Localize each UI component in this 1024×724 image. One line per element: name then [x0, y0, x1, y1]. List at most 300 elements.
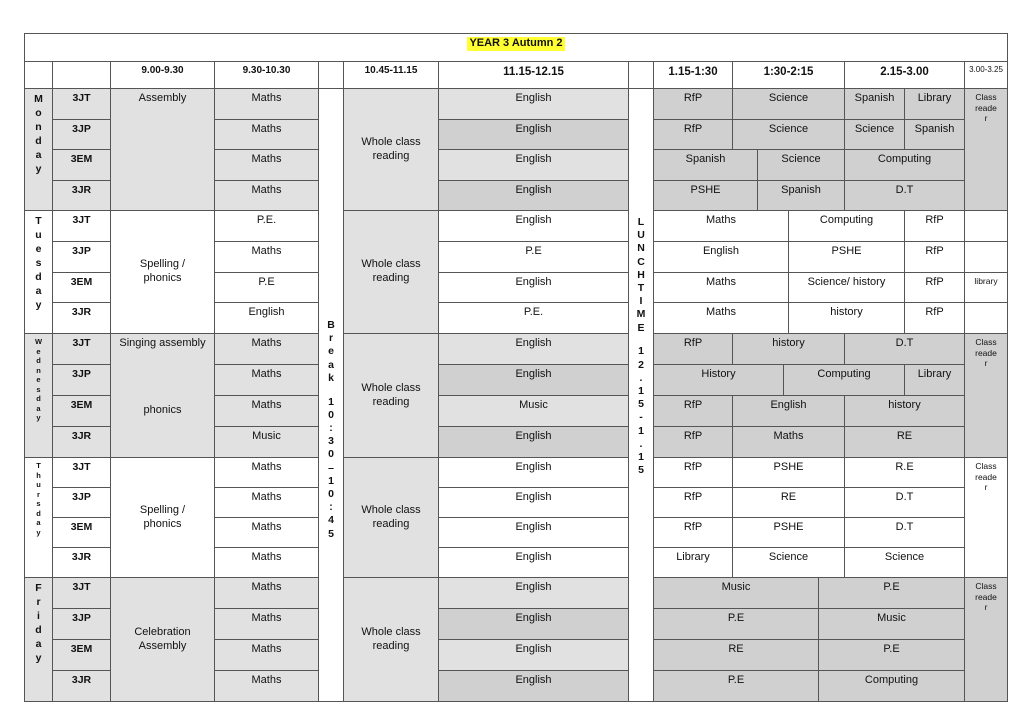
vertical-letter: 0 [328, 487, 334, 500]
lesson-afternoon [904, 119, 965, 150]
class-reader-text: Class reader [975, 92, 997, 123]
lesson-afternoon [844, 517, 965, 548]
lesson-p2-text: Maths [251, 551, 282, 563]
lesson-afternoon [732, 487, 845, 518]
lesson-p4-text: English [515, 581, 552, 593]
class-3em-text: 3EM [70, 399, 93, 411]
lesson-p4 [438, 670, 629, 702]
class-3jp-text: 3JP [72, 491, 91, 503]
class-3em [52, 395, 111, 427]
lesson-afternoon-text: RE [896, 430, 913, 442]
class-3em [52, 639, 111, 671]
first-period [110, 457, 215, 578]
vertical-letter: T [36, 461, 41, 470]
vertical-letter: 0 [328, 448, 334, 461]
vertical-letter: a [36, 403, 41, 413]
lesson-afternoon [653, 180, 758, 211]
lesson-afternoon [783, 364, 905, 396]
class-3em [52, 272, 111, 303]
lesson-afternoon [904, 302, 965, 334]
lesson-afternoon-text: Library [917, 368, 952, 380]
vertical-letter: a [35, 149, 42, 161]
vertical-letter: n [36, 365, 41, 375]
vertical-letter: 5 [638, 398, 644, 411]
class-3jt-text: 3JT [72, 461, 91, 473]
lesson-p2-text: Maths [251, 184, 282, 196]
day-label-fri [24, 577, 53, 702]
lesson-afternoon-text: RE [728, 643, 744, 655]
lesson-afternoon [653, 88, 733, 120]
lesson-afternoon-text: English [770, 399, 807, 411]
class-3em-text: 3EM [70, 153, 93, 165]
class-3em-text: 3EM [70, 521, 93, 533]
vertical-letter: r [328, 332, 334, 345]
lesson-p2-text: Maths [251, 123, 282, 135]
lesson-afternoon [844, 333, 965, 365]
class-reader [964, 333, 1008, 458]
vertical-letter: a [35, 285, 42, 297]
lesson-afternoon-text: Science/ history [807, 276, 886, 288]
day-label-thu [24, 457, 53, 578]
lesson-afternoon-text: PSHE [773, 521, 804, 533]
lesson-p2 [214, 517, 319, 548]
lesson-afternoon [904, 210, 965, 242]
lesson-afternoon-text: P.E [727, 612, 745, 624]
lesson-p2-text: Maths [251, 521, 282, 533]
vertical-letter: d [36, 394, 41, 403]
lesson-afternoon-text: Science [781, 153, 821, 165]
lesson-afternoon [653, 670, 819, 702]
whole-class-reading-text: Whole class reading [361, 503, 421, 530]
lesson-afternoon [788, 210, 905, 242]
vertical-letter: h [36, 470, 41, 480]
lesson-afternoon [818, 577, 965, 609]
lesson-p2-text: Maths [251, 461, 282, 473]
vertical-letter: I [639, 295, 643, 308]
lesson-afternoon-text: RfP [683, 123, 703, 135]
vertical-letter: 1 [638, 384, 644, 397]
lesson-afternoon-text: D.T [895, 491, 914, 503]
timetable [24, 33, 1007, 701]
lesson-afternoon [653, 210, 789, 242]
vertical-letter: 4 [328, 514, 334, 527]
lesson-afternoon [757, 180, 845, 211]
lesson-p4-text: English [515, 123, 552, 135]
lesson-p2-text: Maths [251, 399, 282, 411]
whole-class-reading-text: Whole class reading [361, 381, 421, 408]
lesson-afternoon-text: P.E [883, 643, 900, 655]
vertical-letter: e [36, 346, 41, 356]
class-3jp [52, 608, 111, 640]
whole-class-reading-text: Whole class reading [361, 625, 421, 652]
lesson-p4 [438, 426, 629, 458]
lesson-afternoon [732, 547, 845, 578]
lesson-afternoon [653, 149, 758, 181]
lesson-afternoon-text: Maths [706, 306, 736, 318]
vertical-letter: s [36, 499, 41, 508]
vertical-letter: W [34, 337, 43, 346]
header-break [318, 61, 344, 89]
lesson-afternoon-text: PSHE [831, 245, 862, 257]
header-lunch [628, 61, 654, 89]
vertical-letter: a [328, 358, 334, 371]
lesson-afternoon [653, 302, 789, 334]
lesson-p4-text: English [515, 461, 552, 473]
lesson-p2 [214, 88, 319, 120]
lesson-afternoon [844, 487, 965, 518]
lesson-afternoon-text: PSHE [773, 461, 804, 473]
lesson-p2 [214, 272, 319, 303]
lesson-afternoon-text: RfP [683, 430, 703, 442]
lesson-afternoon [653, 241, 789, 273]
vertical-letter: T [637, 282, 645, 295]
lesson-afternoon [653, 487, 733, 518]
class-3jp-text: 3JP [72, 612, 91, 624]
lesson-p2-text: Maths [251, 491, 282, 503]
lesson-p4-text: English [515, 551, 552, 563]
lesson-afternoon [732, 517, 845, 548]
lesson-afternoon [844, 395, 965, 427]
lesson-afternoon [788, 272, 905, 303]
lesson-afternoon [653, 639, 819, 671]
vertical-letter: r [37, 489, 40, 499]
lesson-afternoon [844, 119, 905, 150]
day-label-mon [24, 88, 53, 211]
lesson-afternoon [653, 119, 733, 150]
last-period [964, 210, 1008, 242]
lesson-afternoon-text: Computing [817, 368, 871, 380]
header-class [52, 61, 111, 89]
lesson-p2 [214, 457, 319, 488]
lesson-p2 [214, 149, 319, 181]
lesson-p4 [438, 608, 629, 640]
class-3jp-text: 3JP [72, 368, 91, 380]
vertical-letter: y [36, 413, 41, 422]
vertical-letter: s [36, 384, 41, 394]
header-time-2-text: 9.30-10.30 [242, 65, 291, 76]
class-3jt-text: 3JT [72, 337, 91, 349]
lesson-afternoon-text: R.E [895, 461, 914, 473]
lesson-afternoon-text: Spanish [914, 123, 955, 135]
vertical-letter: 1 [638, 424, 644, 437]
lesson-afternoon-text: history [830, 306, 863, 318]
lesson-p4 [438, 333, 629, 365]
vertical-letter: M [34, 93, 43, 105]
vertical-letter: 1 [638, 345, 644, 358]
lesson-afternoon [653, 517, 733, 548]
lesson-afternoon [653, 426, 733, 458]
lesson-p4 [438, 302, 629, 334]
class-3jt [52, 457, 111, 488]
lesson-afternoon [904, 241, 965, 273]
vertical-letter: . [639, 371, 643, 384]
lesson-p2-text: Maths [251, 92, 282, 104]
lesson-p4 [438, 547, 629, 578]
vertical-letter: U [637, 229, 645, 242]
lesson-afternoon-text: Maths [706, 276, 736, 288]
class-3jp [52, 119, 111, 150]
vertical-letter: d [35, 135, 42, 147]
lesson-p4-text: P.E [525, 245, 542, 257]
lesson-afternoon-text: RfP [683, 92, 703, 104]
lesson-afternoon-text: P.E [727, 674, 745, 686]
lesson-afternoon [788, 241, 905, 273]
first-period-phonics-text: phonics [143, 403, 182, 416]
whole-class-reading [343, 88, 439, 211]
vertical-letter: d [36, 508, 41, 518]
class-reader [964, 457, 1008, 578]
lesson-p4 [438, 180, 629, 211]
first-period-text: Spelling / phonics [139, 258, 186, 284]
lesson-p2 [214, 302, 319, 334]
lesson-afternoon [653, 333, 733, 365]
vertical-letter: L [637, 216, 645, 228]
vertical-letter: s [35, 257, 42, 269]
header-time-4-text: 11.15-12.15 [503, 66, 564, 78]
class-3jr-text: 3JR [71, 551, 92, 563]
lesson-afternoon-text: English [702, 245, 740, 257]
first-period-text: Singing assembly [119, 337, 206, 349]
lesson-afternoon [844, 547, 965, 578]
lesson-p2-text: Maths [251, 581, 282, 593]
day-label-wed [24, 333, 53, 458]
lesson-afternoon [844, 180, 965, 211]
lesson-afternoon-text: Music [721, 581, 751, 593]
vertical-letter: n [35, 121, 42, 133]
lesson-afternoon-text: Maths [706, 214, 736, 226]
lesson-p2-text: P.E [258, 276, 275, 288]
lesson-p4-text: English [515, 430, 552, 442]
lesson-afternoon [732, 333, 845, 365]
vertical-letter: E [637, 321, 645, 334]
vertical-letter: u [35, 229, 42, 241]
lesson-afternoon [844, 88, 905, 120]
lesson-p2 [214, 426, 319, 458]
header-time-5 [653, 61, 733, 89]
class-3em-text: 3EM [70, 276, 93, 288]
lesson-afternoon [653, 608, 819, 640]
lesson-afternoon [732, 395, 845, 427]
lesson-p4-text: English [515, 92, 552, 104]
class-3jr [52, 180, 111, 211]
lesson-p2-text: Maths [251, 337, 282, 349]
vertical-letter: e [36, 375, 41, 384]
class-reader-text: Class reader [975, 461, 997, 492]
lesson-p4-text: English [515, 491, 552, 503]
lesson-p2-text: English [248, 306, 285, 318]
vertical-letter: d [36, 356, 41, 365]
lesson-p2-text: Maths [251, 674, 282, 686]
class-3jr [52, 547, 111, 578]
lesson-afternoon-text: Library [917, 92, 952, 104]
vertical-letter: H [637, 268, 645, 281]
class-3jt [52, 333, 111, 365]
lesson-afternoon-text: RfP [683, 461, 703, 473]
lesson-afternoon [653, 577, 819, 609]
vertical-letter: 1 [328, 395, 334, 408]
lesson-afternoon [818, 639, 965, 671]
vertical-letter: – [328, 461, 334, 474]
class-3jr-text: 3JR [71, 674, 92, 686]
class-reader-text: Class reader [975, 581, 997, 612]
lesson-afternoon-text: Science [884, 551, 925, 563]
class-3jp [52, 487, 111, 518]
vertical-letter: 0 [328, 408, 334, 421]
vertical-letter: d [35, 271, 42, 283]
header-time-8-text: 3.00-3.25 [969, 65, 1003, 74]
lesson-p4-text: English [515, 674, 552, 686]
lesson-p4 [438, 364, 629, 396]
lesson-afternoon-text: RfP [683, 521, 703, 533]
lesson-afternoon [788, 302, 905, 334]
lesson-afternoon [904, 364, 965, 396]
lesson-afternoon-text: Maths [773, 430, 804, 442]
lesson-afternoon-text: history [888, 399, 921, 411]
lesson-afternoon [653, 457, 733, 488]
class-3em [52, 149, 111, 181]
lesson-p2 [214, 395, 319, 427]
lesson-p4 [438, 210, 629, 242]
vertical-letter: d [35, 624, 42, 636]
vertical-letter: r [36, 596, 41, 608]
lesson-afternoon-text: Science [768, 551, 809, 563]
vertical-letter: B [327, 319, 335, 331]
lesson-p4 [438, 517, 629, 548]
vertical-letter: T [35, 215, 42, 227]
lesson-p2 [214, 577, 319, 609]
header-time-3 [343, 61, 439, 89]
vertical-letter: . [639, 437, 643, 450]
vertical-letter: y [35, 299, 42, 311]
lesson-afternoon-text: RfP [925, 245, 944, 257]
lesson-afternoon-text: D.T [895, 337, 914, 349]
vertical-letter: o [35, 107, 42, 119]
timetable-title: YEAR 3 Autumn 2 [469, 37, 563, 49]
header-time-8 [964, 61, 1008, 89]
vertical-letter: e [328, 345, 334, 358]
lesson-p4 [438, 577, 629, 609]
lesson-p2-text: Maths [251, 368, 282, 380]
lesson-p2 [214, 670, 319, 702]
lesson-afternoon [904, 272, 965, 303]
lesson-afternoon-text: Computing [864, 674, 919, 686]
lesson-afternoon-text: D.T [895, 184, 914, 196]
lesson-afternoon-text: RfP [925, 214, 944, 226]
lesson-p4 [438, 241, 629, 273]
lesson-p4-text: English [515, 214, 552, 226]
vertical-letter: 5 [328, 527, 334, 540]
header-time-6 [732, 61, 845, 89]
whole-class-reading-text: Whole class reading [361, 135, 421, 162]
lesson-afternoon [653, 547, 733, 578]
lesson-p4-text: English [515, 337, 552, 349]
vertical-letter: 3 [328, 435, 334, 448]
lesson-afternoon-text: Computing [819, 214, 874, 226]
class-3jt [52, 210, 111, 242]
lesson-p2-text: P.E. [256, 214, 277, 226]
class-reader [964, 577, 1008, 702]
lesson-afternoon [732, 88, 845, 120]
lunchtime-column [628, 88, 654, 702]
lesson-p4 [438, 119, 629, 150]
lesson-afternoon [844, 457, 965, 488]
vertical-letter: N [637, 242, 645, 255]
lesson-afternoon [653, 272, 789, 303]
lesson-p4 [438, 395, 629, 427]
lesson-p4 [438, 487, 629, 518]
first-period-text: Celebration Assembly [134, 625, 191, 652]
vertical-letter: y [36, 527, 41, 537]
lesson-p2-text: Maths [251, 643, 282, 655]
lesson-afternoon-text: RE [780, 491, 797, 503]
vertical-letter: - [639, 411, 643, 424]
last-period [964, 241, 1008, 273]
header-time-6-text: 1:30-2:15 [763, 66, 814, 78]
header-day [24, 61, 53, 89]
first-period [110, 577, 215, 702]
lesson-afternoon [844, 149, 965, 181]
class-reader-text: Class reader [975, 337, 997, 368]
vertical-letter: e [35, 243, 42, 255]
vertical-letter: y [35, 163, 42, 175]
whole-class-reading [343, 333, 439, 458]
header-time-1 [110, 61, 215, 89]
lesson-p4-text: English [515, 368, 552, 380]
vertical-letter: M [636, 308, 646, 321]
class-3jr-text: 3JR [71, 430, 92, 442]
lesson-p4-text: English [515, 276, 552, 288]
vertical-letter: 1 [638, 450, 644, 463]
lesson-afternoon-text: Library [676, 551, 710, 563]
lesson-p2-text: Music [252, 430, 281, 442]
lesson-afternoon-text: RfP [683, 491, 703, 503]
vertical-letter: 1 [328, 474, 334, 487]
class-3jt [52, 88, 111, 120]
break-column [318, 88, 344, 702]
lesson-afternoon-text: Science [854, 123, 895, 135]
lesson-p4 [438, 272, 629, 303]
vertical-letter: y [35, 652, 42, 664]
lesson-afternoon-text: Science [768, 92, 809, 104]
header-time-7-text: 2.15-3.00 [880, 66, 929, 78]
first-period-text: Assembly [138, 92, 187, 104]
lesson-afternoon-text: History [701, 368, 736, 380]
lesson-afternoon-text: RfP [683, 337, 703, 349]
lesson-p2 [214, 180, 319, 211]
lesson-p2 [214, 241, 319, 273]
whole-class-reading-text: Whole class reading [361, 258, 421, 284]
whole-class-reading [343, 457, 439, 578]
lesson-afternoon-text: history [772, 337, 805, 349]
lesson-p4-text: Music [519, 399, 548, 411]
title-cell [24, 33, 1008, 62]
class-3jt-text: 3JT [72, 214, 91, 226]
class-3em [52, 517, 111, 548]
header-time-5-text: 1.15-1:30 [668, 66, 718, 78]
lesson-p4-text: English [515, 612, 552, 624]
lesson-p4 [438, 88, 629, 120]
class-3jt-text: 3JT [72, 92, 91, 104]
lesson-afternoon-text: P.E [883, 581, 900, 593]
class-3jp-text: 3JP [72, 245, 91, 257]
class-3jr-text: 3JR [71, 184, 92, 196]
lesson-afternoon [732, 457, 845, 488]
vertical-letter: 5 [638, 464, 644, 477]
class-3jr [52, 302, 111, 334]
lesson-afternoon-text: D.T [895, 521, 914, 533]
lesson-afternoon-text: Spanish [854, 92, 895, 104]
header-time-7 [844, 61, 965, 89]
